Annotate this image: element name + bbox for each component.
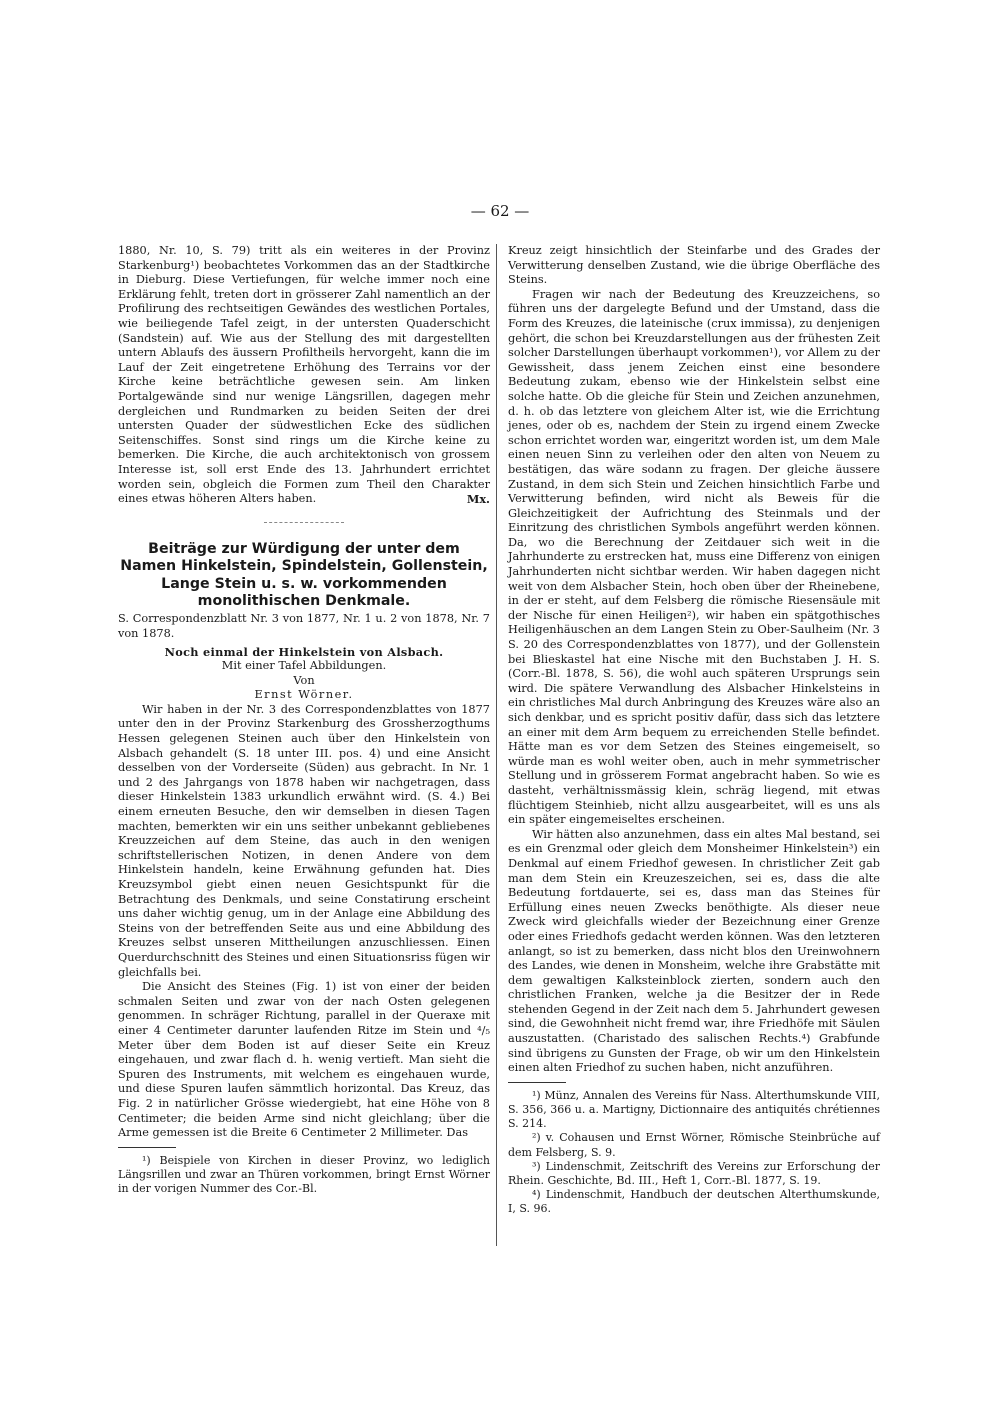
right-footnote-3: ³) Lindenschmit, Zeitschrift des Vereins zur Erforschung der Rhein. Geschichte, Bd. III., Heft 1, Corr.-Bl. 1877, S. 19. bbox=[508, 1159, 880, 1188]
left-paragraph-1: 1880, Nr. 10, S. 79) tritt als ein weiteres in der Provinz Starkenburg¹) beobachtetes Vorkommen das an der Stadtkirche in Dieburg. Diese Vertiefungen, für welche immer noch eine Erklärung fehlt, treten dort in grösserer Zahl namentlich an der Profilirung des rechtseitigen Gewändes des westlichen Portales, wie beiliegende Tafel zeigt, in der untersten Quaderschicht (Sandstein) auf. Wie aus der Stellung des mit dargestellten untern Ablaufs des äussern Profiltheils hervorgeht, kann die im Lauf der Zeit eingetretene Erhöhung des Terrains vor der Kirche keine beträchtliche gewesen sein. Am linken Portalgewände sind nur wenige Längsrillen, dagegen mehr dergleichen und Rundmarken zu beiden Seiten der drei untersten Quader der südwestlichen Ecke des südlichen Seitenschiffes. Sonst sind rings um die Kirche keine zu bemerken. Die Kirche, die auch architektonisch von grossem Interesse ist, soll erst Ende des 13. Jahrhundert errichtet worden sein, obgleich die Formen zum Theil den Charakter eines etwas höheren Alters haben. bbox=[118, 244, 490, 506]
byline-von: Von bbox=[293, 673, 315, 687]
article-subtitle: Noch einmal der Hinkelstein von Alsbach. bbox=[164, 644, 444, 659]
author-name: Ernst Wörner. bbox=[254, 688, 354, 702]
left-column bbox=[118, 244, 490, 1196]
left-footnote-1: ¹) Beispiele von Kirchen in dieser Provinz, wo lediglich Längsrillen und zwar an Thüren vorkommen, bringt Ernst Wörner in der vorigen Nummer des Cor.-Bl. bbox=[118, 1153, 490, 1196]
right-footnote-1: ¹) Münz, Annalen des Vereins für Nass. Alterthumskunde VIII, S. 356, 366 u. a. Martigny, Dictionnaire des antiquités chrétiennes S. 214. bbox=[508, 1088, 880, 1131]
left-paragraph-3: Die Ansicht des Steines (Fig. 1) ist von einer der beiden schmalen Seiten und zwar von der nach Osten gelegenen genommen. In schräger Richtung, parallel in der Queraxe mit einer 4 Centimeter darunter laufenden Ritze im Stein und ⁴/₅ Meter über dem Boden ist auf dieser Seite ein Kreuz eingehauen, und zwar flach d. h. wenig vertieft. Man sieht die Spuren des Instruments, mit welchem es eingehauen wurde, und diese Spuren laufen sämmtlich horizontal. Das Kreuz, das Fig. 2 in natürlicher Grösse wiedergiebt, hat eine Höhe von 8 Centimeter; die beiden Arme sind nicht gleichlang; über die Arme gemessen ist die Breite 6 Centimeter 2 Millimeter. Das bbox=[118, 980, 490, 1140]
reference-line: S. Correspondenzblatt Nr. 3 von 1877, Nr. 1 u. 2 von 1878, Nr. 7 von 1878. bbox=[118, 612, 490, 640]
right-footnote-2: ²) v. Cohausen und Ernst Wörner, Römische Steinbrüche auf dem Felsberg, S. 9. bbox=[508, 1131, 880, 1159]
signature: Mx. bbox=[466, 492, 490, 507]
page-number: — 62 — bbox=[470, 202, 530, 220]
footnote-rule bbox=[118, 1147, 176, 1148]
column-divider bbox=[496, 244, 497, 1246]
right-paragraph-2: Fragen wir nach der Bedeutung des Kreuzzeichens, so führen uns der dargelegte Befund und der Umstand, dass die Form des Kreuzes, die lateinische (crux immissa), zu denjenigen gehört, die schon bei Kreuzdarstellungen aus der frühesten Zeit solcher Darstellungen überhaupt vorkommen¹), vor Allem zu der Gewissheit, dass jenem Zeichen einst eine besondere Bedeutung zukam, ebenso wie der Hinkelstein selbst eine solche hatte. Ob die gleiche für Stein und Zeichen anzunehmen, d. h. ob das letztere von gleichem Alter ist, wie die Errichtung jenes, oder ob es, nachdem der Stein zu irgend einem Zwecke schon errichtet worden war, eingeritzt worden ist, um dem Male einen neuen Sinn zu verleihen oder den alten von Neuem zu bestätigen, das wäre sodann zu fragen. Der gleiche äussere Zustand, in dem sich Stein und Zeichen hinsichtlich Farbe und Verwitterung befinden, wird nicht als Beweis für die Gleichzeitigkeit der Aufrichtung des Steinmals und der Einritzung des christlichen Symbols angeführt werden können. Da, wo die Berechnung der Zeitdauer sich weit in die Jahrhunderte zu erstrecken hat, muss eine Differenz von einigen Jahrhunderten nicht sichtbar werden. Wir haben dagegen nicht weit von dem Alsbacher Stein, hoch oben über der Rheinebene, in der er steht, auf dem Felsberg die römische Riesensäule mit der Nische für einen Heiligen²), wir haben ein spätgothisches Heiligenhäuschen an dem Langen Stein zu Ober-Saulheim (Nr. 3 S. 20 des Correspondenzblattes von 1877), und der Gollenstein bei Blieskastel hat eine Nische mit den Buchstaben J. H. S. (Corr.-Bl. 1878, S. 56), die wohl auch späteren Ursprungs sein wird. Die spätere Verwandlung des Alsbacher Hinkelsteins in ein christliches Mal durch Anbringung des Kreuzes wäre also an sich denkbar, und es spricht positiv dafür, dass sich das letztere an einer mit dem Arm bequem zu erreichenden Stelle befindet. Hätte man es vor dem Setzen des Steines eingemeiselt, so würde man es wohl weiter oben, auch in mehr symmetrischer Stellung und in grösserem Format angebracht haben. So wie es dasteht, verhältnissmässig klein, schräg liegend, mit etwas flüchtigem Steinhieb, nicht allzu ausgearbeitet, will es uns als ein später eingemeiseltes erscheinen. bbox=[508, 287, 880, 827]
section-ornament bbox=[264, 522, 344, 523]
right-column bbox=[508, 244, 880, 1217]
left-paragraph-2: Wir haben in der Nr. 3 des Correspondenzblattes von 1877 unter den in der Provinz Starkenburg des Grossherzogthums Hessen gelegenen Steinen auch über den Hinkelstein von Alsbach gehandelt (S. 18 unter III. pos. 4) und eine Ansicht desselben von der Vorderseite (Süden) aus gebracht. In Nr. 1 und 2 des Jahrgangs von 1878 haben wir nachgetragen, dass dieser Hinkelstein 1383 urkundlich erwähnt wird. (S. 4.) Bei einem erneuten Besuche, den wir demselben in diesen Tagen machten, bemerkten wir ein uns seither unbekannt gebliebenes Kreuzzeichen auf dem Steine, das auch in den wenigen schriftstellerischen Notizen, in denen Andere von dem Hinkelstein handeln, keine Erwähnung gefunden hat. Dies Kreuzsymbol giebt einen neuen Gesichtspunkt für die Betrachtung des Denkmals, und seine Constatirung erscheint uns daher wichtig genug, um in der Anlage eine Abbildung des Steins von der betreffenden Seite aus und eine Abbildung des Kreuzes selbst unseren Mittheilungen anzuschliessen. Einen Querdurchschnitt des Steines und einen Situationsriss fügen wir gleichfalls bei. bbox=[118, 702, 490, 979]
article-title: Beiträge zur Würdigung der unter dem Namen Hinkelstein, Spindelstein, Gollenstein, Lange Stein u. s. w. vorkommenden monolithischen Denkmale. bbox=[120, 540, 488, 609]
plate-note: Mit einer Tafel Abbildungen. bbox=[221, 659, 387, 673]
right-paragraph-1: Kreuz zeigt hinsichtlich der Steinfarbe und des Grades der Verwitterung denselben Zustand, wie die übrige Oberfläche des Steins. bbox=[508, 244, 880, 287]
right-paragraph-3: Wir hätten also anzunehmen, dass ein altes Mal bestand, sei es ein Grenzmal oder gleich dem Monsheimer Hinkelstein³) ein Denkmal auf einem Friedhof gewesen. In christlicher Zeit gab man dem Stein ein Kreuzeszeichen, sei es, dass die alte Bedeutung fortdauerte, sei es, dass man das Steines für Erfüllung eines neuen Zwecks benöthigte. Als dieser neue Zweck wird gleichfalls wieder der Bezeichnung einer Grenze oder eines Friedhofs gedacht werden können. Was den letzteren anlangt, so ist zu bemerken, dass nicht blos den Ureinwohnern des Landes, wie denen in Monsheim, welche ihre Grabstätte mit dem gewaltigen Kalksteinblock zierten, sondern auch den christlichen Franken, welche ja die Besitzer der in Rede stehenden Gegend in der Zeit nach dem 5. Jahrhundert gewesen sind, die Gewohnheit nicht fremd war, ihre Friedhöfe mit Säulen auszustatten. (Charistado des salischen Rechts.⁴) Grabfunde sind übrigens zu Gunsten der Frage, ob wir um den Hinkelstein einen alten Friedhof zu suchen haben, nicht anzuführen. bbox=[508, 827, 880, 1075]
footnote-rule bbox=[508, 1082, 566, 1083]
right-footnote-4: ⁴) Lindenschmit, Handbuch der deutschen Alterthumskunde, I, S. 96. bbox=[508, 1188, 880, 1216]
